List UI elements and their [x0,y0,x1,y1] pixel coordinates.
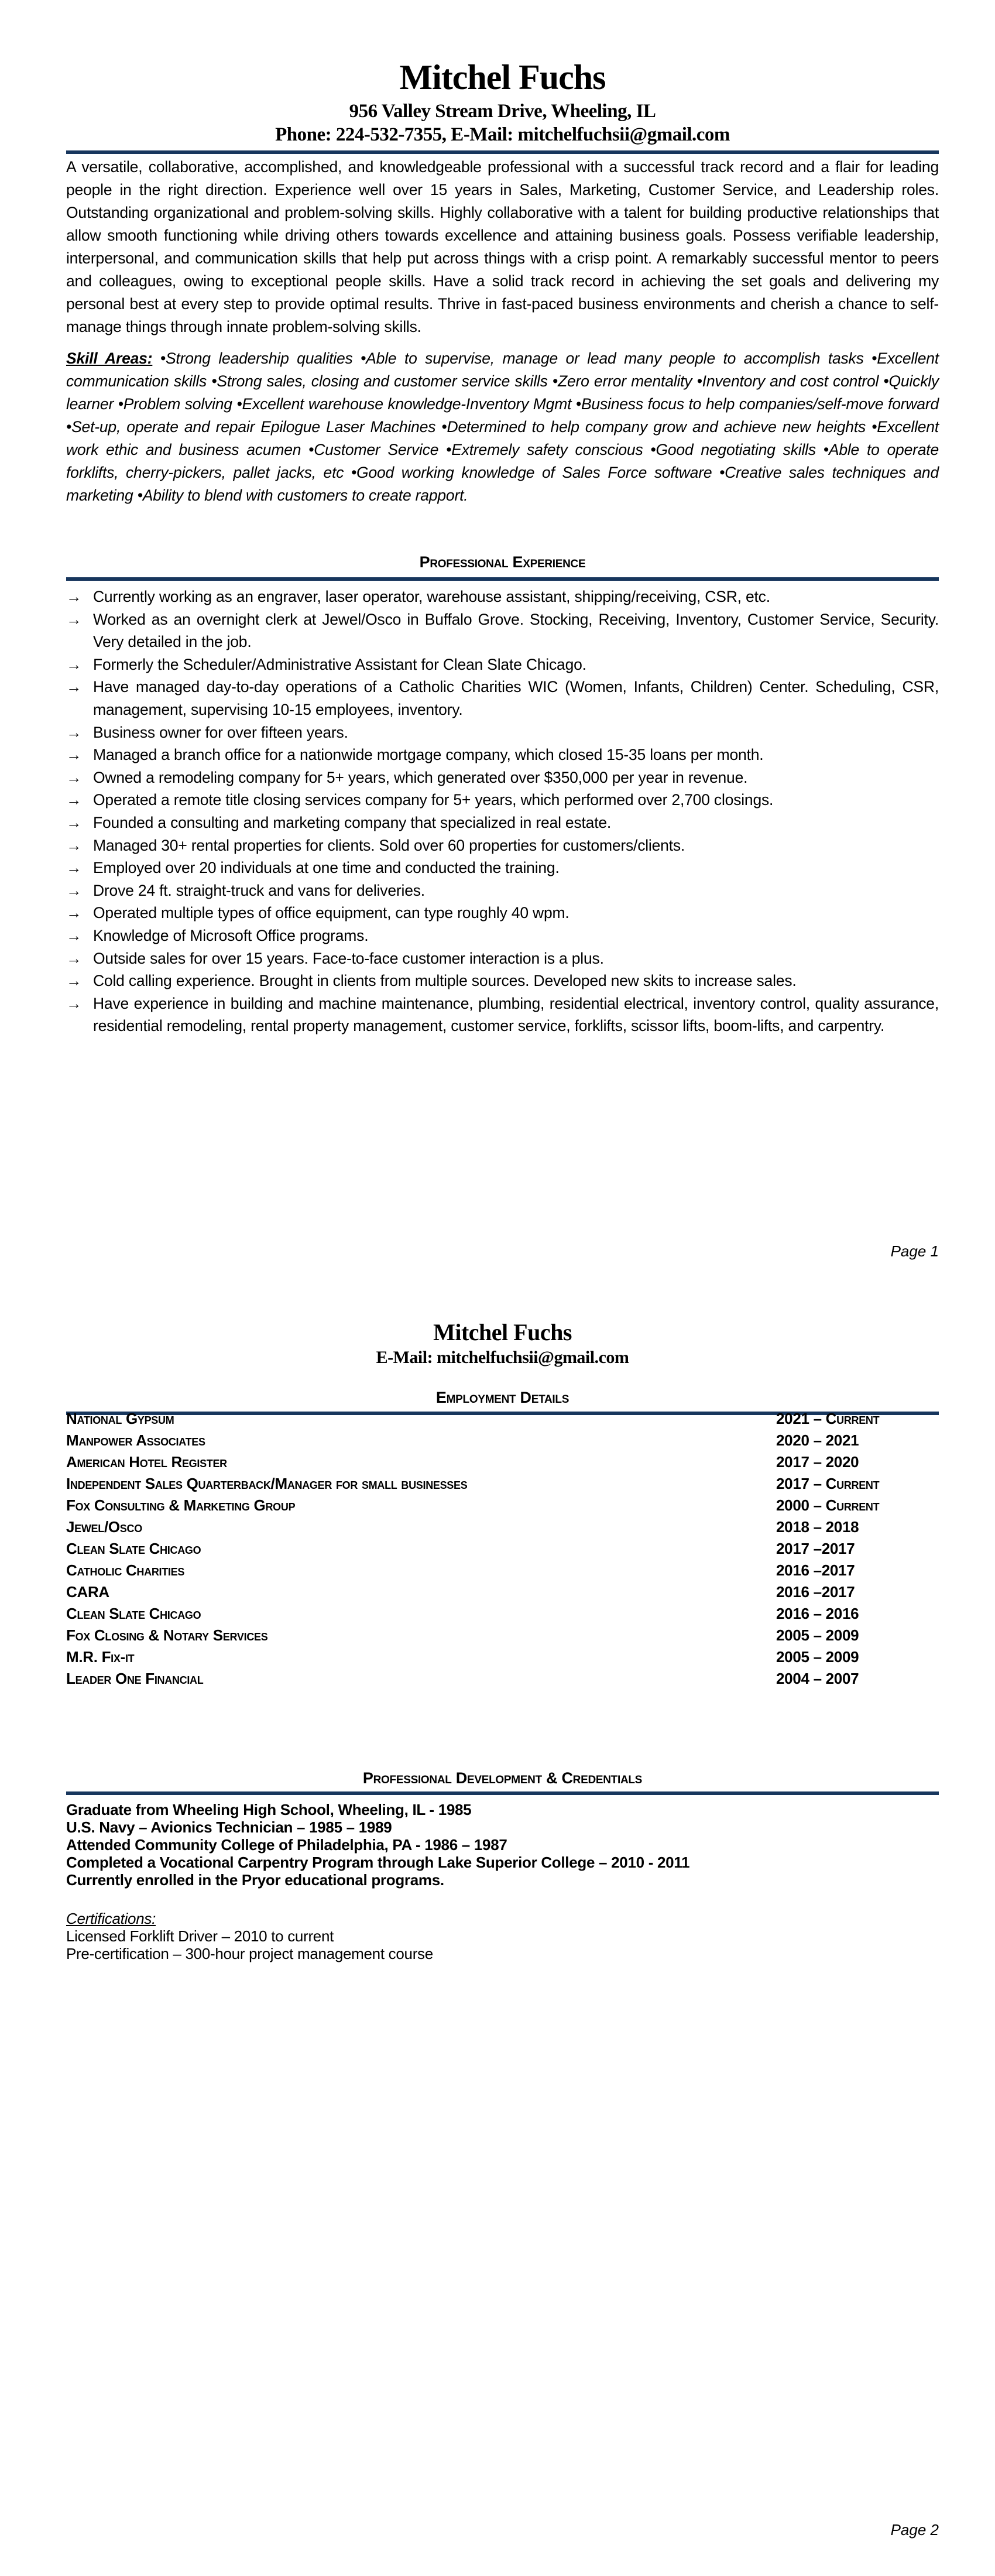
arrow-bullet-icon: → [66,904,82,922]
experience-text: Managed 30+ rental properties for clients. Sold over 60 properties for customers/clients. [93,836,685,854]
credential-item: Graduate from Wheeling High School, Wheeling, IL - 1985 [66,1801,472,1818]
experience-item [66,789,939,811]
experience-item [66,608,939,653]
experience-list [66,585,939,1037]
experience-text: Owned a remodeling company for 5+ years, which generated over $350,000 per year in revenue. [93,768,748,786]
skill-areas [66,347,939,507]
certifications-label: Certifications: [66,1910,156,1927]
experience-text: Worked as an overnight clerk at Jewel/Osco in Buffalo Grove. Stocking, Receiving, Inventory, Customer Service, Security. Very detailed in the job. [93,610,939,651]
arrow-bullet-icon: → [66,746,82,764]
employer-name: American Hotel Register [66,1453,227,1471]
professional-development-heading: Professional Development & Credentials [362,1769,643,1787]
experience-item [66,834,939,857]
professional-experience-heading: Professional Experience [419,553,586,571]
employment-dates: 2016 –2017 [776,1583,855,1601]
employer-name: Fox Consulting & Marketing Group [66,1496,296,1514]
header-divider [66,150,939,154]
arrow-bullet-icon: → [66,926,82,944]
employment-row [66,1538,939,1560]
arrow-bullet-icon: → [66,723,82,741]
skill-areas-label: Skill Areas: [66,350,153,367]
experience-text: Operated a remote title closing services company for 5+ years, which performed over 2,700 closings. [93,791,774,809]
arrow-bullet-icon: → [66,859,82,877]
credentials-list [66,1801,939,1889]
employment-dates: 2005 – 2009 [776,1648,859,1666]
arrow-bullet-icon: → [66,678,82,696]
experience-text: Currently working as an engraver, laser operator, warehouse assistant, shipping/receiving, CSR, etc. [93,588,770,605]
employer-name: M.R. Fix-it [66,1648,135,1666]
employment-row [66,1625,939,1646]
employment-dates: 2016 – 2016 [776,1605,859,1622]
experience-item [66,744,939,766]
experience-text: Operated multiple types of office equipment, can type roughly 40 wpm. [93,904,569,922]
page-number-2: Page 2 [890,2521,939,2539]
employment-row [66,1560,939,1581]
employer-name: Manpower Associates [66,1431,205,1449]
employment-dates: 2020 – 2021 [776,1431,859,1449]
employment-dates: 2004 – 2007 [776,1670,859,1687]
employment-row [66,1430,939,1451]
experience-text: Employed over 20 individuals at one time and conducted the training. [93,859,560,877]
experience-item [66,676,939,721]
employment-row [66,1516,939,1538]
employer-name: National Gypsum [66,1410,174,1427]
experience-item [66,721,939,744]
experience-item [66,992,939,1037]
experience-text: Founded a consulting and marketing company that specialized in real estate. [93,813,612,831]
employment-dates: 2005 – 2009 [776,1626,859,1644]
employer-name: Clean Slate Chicago [66,1540,201,1557]
experience-item [66,970,939,992]
experience-item [66,947,939,970]
employment-dates: 2018 – 2018 [776,1518,859,1536]
employment-details-heading: Employment Details [435,1389,569,1406]
arrow-bullet-icon: → [66,768,82,786]
arrow-bullet-icon: → [66,949,82,967]
skill-areas-text: •Strong leadership qualities •Able to supervise, manage or lead many people to accomplish tasks •Excellent communication skills •Strong sales, closing and customer service skills •Zero error mentality •Inventory and cost control •Quickly learner •Problem solving •Excellent warehouse knowledge-Inventory Mgmt •Business focus to help companies/self-move forward •Set-up, operate and repair Epilogue Laser Machines •Determined to help company grow and achieve new heights •Excellent work ethic and business acumen •Customer Service •Extremely safety conscious •Good negotiating skills •Able to operate forklifts, cherry-pickers, pallet jacks, etc •Good working knowledge of Sales Force software •Creative sales techniques and marketing •Ability to blend with customers to create rapport. [66,350,939,504]
employer-name: Independent Sales Quarterback/Manager for small businesses [66,1475,468,1492]
arrow-bullet-icon: → [66,881,82,899]
experience-text: Managed a branch office for a nationwide mortgage company, which closed 15-35 loans per month. [93,746,764,764]
experience-item [66,924,939,947]
experience-item [66,585,939,608]
employment-row [66,1473,939,1495]
arrow-bullet-icon: → [66,791,82,809]
employment-row [66,1451,939,1473]
certification-item: Pre-certification – 300-hour project management course [66,1945,433,1962]
experience-text: Cold calling experience. Brought in clients from multiple sources. Developed new skits to increase sales. [93,972,797,990]
arrow-bullet-icon: → [66,610,82,628]
page2-email: E-Mail: mitchelfuchsii@gmail.com [376,1348,629,1367]
employment-row [66,1603,939,1625]
address: 956 Valley Stream Drive, Wheeling, IL [349,101,656,122]
development-divider [66,1791,939,1795]
experience-item [66,766,939,789]
employment-dates: 2017 – Current [776,1475,880,1492]
employer-name: Leader One Financial [66,1670,204,1687]
employment-dates: 2016 –2017 [776,1561,855,1579]
certifications-section [66,1910,939,1962]
experience-text: Drove 24 ft. straight-truck and vans for deliveries. [93,881,425,899]
employment-dates: 2000 – Current [776,1496,880,1514]
employment-row [66,1581,939,1603]
certification-item: Licensed Forklift Driver – 2010 to current [66,1927,334,1945]
contact-line: Phone: 224-532-7355, E-Mail: mitchelfuchsii@gmail.com [275,124,730,145]
experience-text: Have experience in building and machine maintenance, plumbing, residential electrical, inventory control, quality assurance, residential remodeling, rental property management, customer service, forklifts, scissor lifts, boom-lifts, and carpentry. [93,994,939,1035]
arrow-bullet-icon: → [66,836,82,854]
arrow-bullet-icon: → [66,972,82,990]
credential-item: Attended Community College of Philadelphia, PA - 1986 – 1987 [66,1836,507,1854]
candidate-name: Mitchel Fuchs [399,58,606,97]
arrow-bullet-icon: → [66,655,82,673]
employment-dates: 2021 – Current [776,1410,880,1427]
experience-text: Have managed day-to-day operations of a Catholic Charities WIC (Women, Infants, Children) Center. Scheduling, CSR, management, supervising 10-15 employees, inventory. [93,678,939,718]
experience-item [66,857,939,879]
experience-text: Business owner for over fifteen years. [93,723,348,741]
experience-text: Outside sales for over 15 years. Face-to-face customer interaction is a plus. [93,949,604,967]
arrow-bullet-icon: → [66,994,82,1012]
experience-item [66,811,939,834]
employer-name: CARA [66,1583,109,1601]
credential-item: Completed a Vocational Carpentry Program through Lake Superior College – 2010 - 2011 [66,1854,690,1871]
employer-name: Catholic Charities [66,1561,185,1579]
employment-row [66,1668,939,1690]
employer-name: Jewel/Osco [66,1518,142,1536]
experience-item [66,879,939,902]
experience-divider [66,577,939,581]
credential-item: U.S. Navy – Avionics Technician – 1985 – 1989 [66,1818,392,1836]
employment-dates: 2017 – 2020 [776,1453,859,1471]
experience-text: Formerly the Scheduler/Administrative Assistant for Clean Slate Chicago. [93,655,586,673]
arrow-bullet-icon: → [66,813,82,831]
experience-item [66,902,939,924]
employment-table [66,1408,939,1690]
arrow-bullet-icon: → [66,588,82,605]
employment-row [66,1646,939,1668]
employment-dates: 2017 –2017 [776,1540,855,1557]
employment-row [66,1495,939,1516]
experience-text: Knowledge of Microsoft Office programs. [93,926,369,944]
credential-item: Currently enrolled in the Pryor educational programs. [66,1871,444,1889]
employer-name: Clean Slate Chicago [66,1605,201,1622]
page-number-1: Page 1 [890,1242,939,1260]
summary-paragraph: A versatile, collaborative, accomplished, and knowledgeable professional with a successful track record and a flair for leading people in the right direction. Experience well over 15 years in Sales, Marketing, Customer Service, and Leadership roles. Outstanding organizational and problem-solving skills. Highly collaborative with a talent for building productive relationships that allow smooth functioning while driving others towards excellence and attaining business goals. Possess verifiable leadership, interpersonal, and communication skills that help put across things with a crisp point. A remarkably successful mentor to peers and colleagues, owing to exceptional people skills. Have a solid track record in achieving the set goals and delivering my personal best at every step to provide optimal results. Thrive in fast-paced business environments and cherish a chance to self-manage things through innate problem-solving skills. [66,158,939,335]
experience-item [66,653,939,676]
employer-name: Fox Closing & Notary Services [66,1626,268,1644]
page2-candidate-name: Mitchel Fuchs [433,1319,572,1345]
employment-row [66,1408,939,1430]
